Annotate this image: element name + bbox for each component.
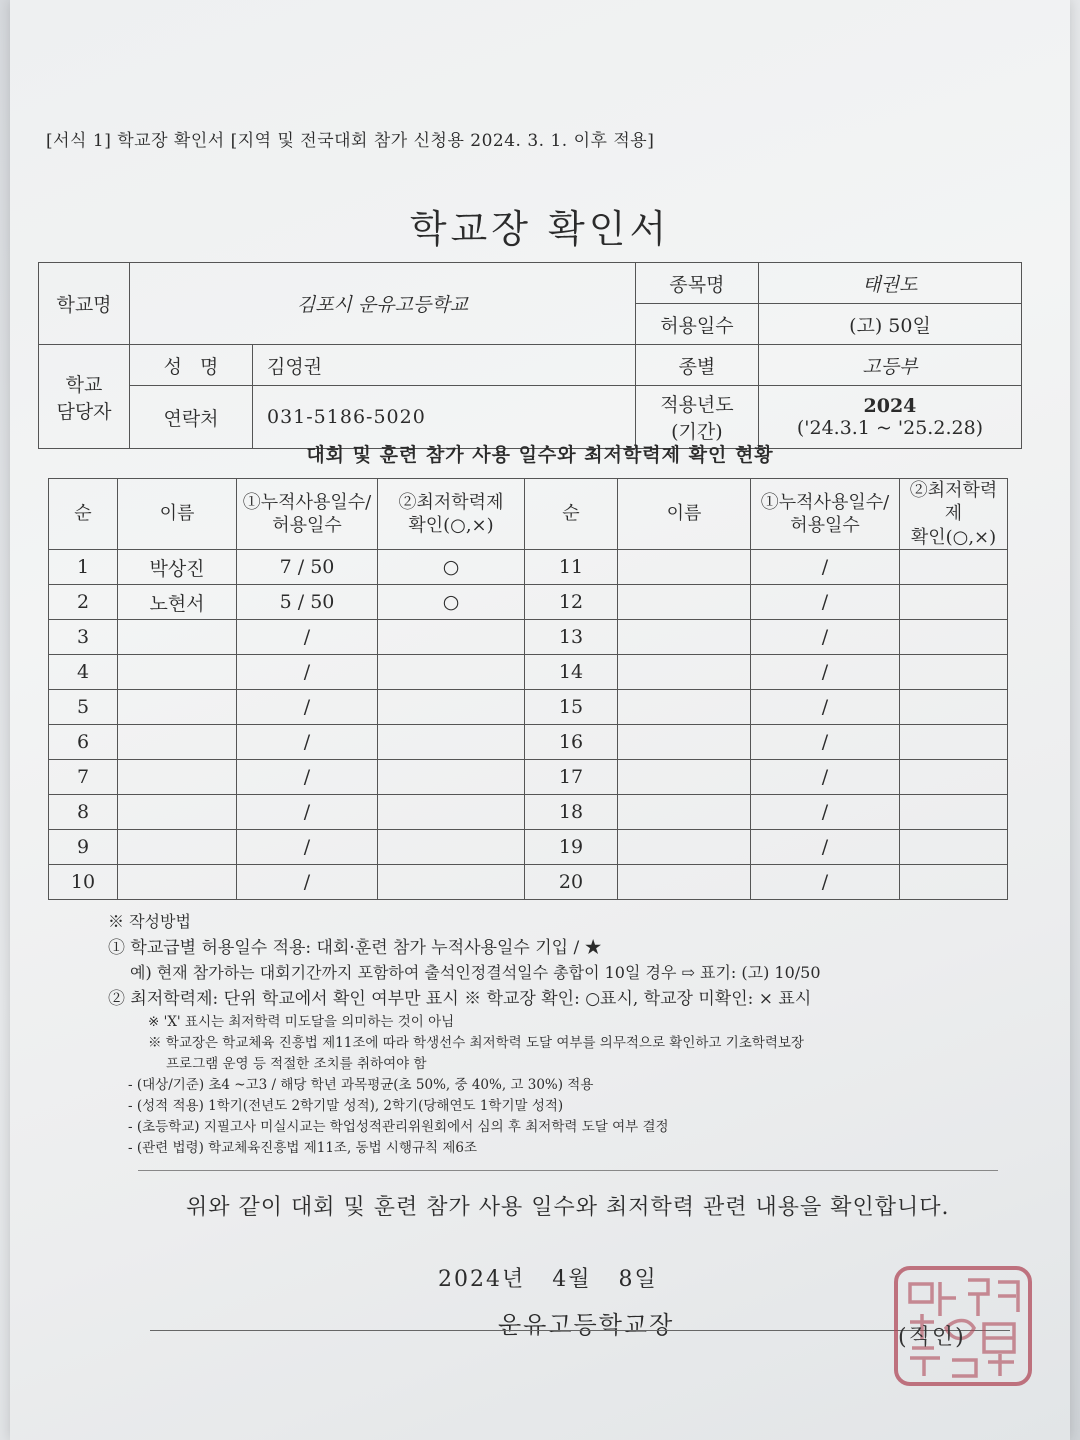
table-row xyxy=(49,865,1008,900)
min-check-cell xyxy=(900,830,1008,865)
year-value-line1: 2024 xyxy=(863,395,917,417)
table-row xyxy=(49,795,1008,830)
days-cell: / xyxy=(237,865,378,900)
student-name xyxy=(118,865,237,900)
school-info-table xyxy=(38,262,1022,449)
student-name xyxy=(618,830,751,865)
student-name: 박상진 xyxy=(118,550,237,585)
days-cell: / xyxy=(237,760,378,795)
row-number: 17 xyxy=(525,760,618,795)
days-cell: / xyxy=(751,690,900,725)
header-days-left xyxy=(237,479,378,550)
min-check-cell xyxy=(378,830,525,865)
min-check-cell xyxy=(900,655,1008,690)
days-cell: 7 / 50 xyxy=(237,550,378,585)
row-number: 16 xyxy=(525,725,618,760)
row-number: 20 xyxy=(525,865,618,900)
instructions-heading: ※ 작성방법 xyxy=(108,912,191,931)
contact-value: 031-5186-5020 xyxy=(253,386,636,449)
row-number: 15 xyxy=(525,690,618,725)
days-cell: / xyxy=(751,865,900,900)
row-number: 12 xyxy=(525,585,618,620)
table-row xyxy=(49,760,1008,795)
days-cell: / xyxy=(237,725,378,760)
header-min-left-2: 확인(○,×) xyxy=(408,515,494,537)
student-name xyxy=(618,795,751,830)
header-days-left-1: ①누적사용일수/ xyxy=(242,491,372,513)
days-cell: / xyxy=(751,655,900,690)
table-row xyxy=(49,655,1008,690)
min-check-cell xyxy=(378,655,525,690)
manager-label-line1: 학교 xyxy=(65,373,103,396)
seal-label: (직인) xyxy=(898,1325,966,1350)
header-min-right xyxy=(900,479,1008,550)
days-cell: / xyxy=(751,795,900,830)
min-check-cell xyxy=(900,690,1008,725)
min-check-cell xyxy=(900,585,1008,620)
row-number: 7 xyxy=(49,760,118,795)
section-title: 대회 및 훈련 참가 사용 일수와 최저학력제 확인 현황 xyxy=(306,444,774,466)
table-row xyxy=(49,830,1008,865)
roster-header-row xyxy=(49,479,1008,550)
table-row xyxy=(49,550,1008,585)
year-label-line1: 적용년도 xyxy=(660,394,734,416)
min-check-cell xyxy=(900,760,1008,795)
min-check-cell xyxy=(378,795,525,830)
name-value: 김영권 xyxy=(253,345,636,386)
row-number: 8 xyxy=(49,795,118,830)
instruction-note-principal-2: 프로그램 운영 등 적절한 조치를 취하여야 함 xyxy=(166,1056,427,1073)
principal-name: 운유고등학교장 xyxy=(498,1311,675,1339)
allowed-days-value: (고) 50일 xyxy=(758,304,1021,345)
header-days-left-2: 허용일수 xyxy=(272,515,342,537)
sport-label: 종목명 xyxy=(635,263,758,304)
signature-line xyxy=(150,1330,1010,1331)
row-number: 4 xyxy=(49,655,118,690)
header-days-right xyxy=(751,479,900,550)
instructions xyxy=(108,910,1028,1159)
student-name xyxy=(118,795,237,830)
min-check-cell xyxy=(378,690,525,725)
header-min-right-2: 확인(○,×) xyxy=(910,526,997,548)
page-title: 학교장 확인서 xyxy=(409,207,671,251)
min-check-cell xyxy=(378,865,525,900)
roster-body xyxy=(49,550,1008,900)
instruction-grades: - (성적 적용) 1학기(전년도 2학기말 성적), 2학기(당해연도 1학기말 성적) xyxy=(128,1097,564,1114)
row-number: 6 xyxy=(49,725,118,760)
student-name xyxy=(618,865,751,900)
table-row xyxy=(49,725,1008,760)
header-name-right: 이름 xyxy=(618,479,751,550)
student-name xyxy=(618,550,751,585)
table-row xyxy=(49,620,1008,655)
student-name xyxy=(618,655,751,690)
row-number: 18 xyxy=(525,795,618,830)
min-check-cell xyxy=(900,725,1008,760)
row-number: 11 xyxy=(525,550,618,585)
header-name-left: 이름 xyxy=(118,479,237,550)
form-header: [서식 1] 학교장 확인서 [지역 및 전국대회 참가 신청용 2024. 3. 1. 이후 적용] xyxy=(46,131,655,151)
row-number: 13 xyxy=(525,620,618,655)
days-cell: 5 / 50 xyxy=(237,585,378,620)
sport-value: 태권도 xyxy=(758,263,1021,304)
student-name xyxy=(118,760,237,795)
header-no-right: 순 xyxy=(525,479,618,550)
table-row xyxy=(49,690,1008,725)
student-name xyxy=(618,585,751,620)
header-min-right-1: ②최저학력제 xyxy=(909,480,998,525)
student-name xyxy=(118,690,237,725)
divider xyxy=(138,1170,998,1171)
header-no-left: 순 xyxy=(49,479,118,550)
days-cell: / xyxy=(237,620,378,655)
document-paper xyxy=(10,0,1070,1440)
days-cell: / xyxy=(751,585,900,620)
student-name xyxy=(118,620,237,655)
table-row xyxy=(49,585,1008,620)
min-check-cell xyxy=(900,865,1008,900)
header-min-left-1: ②최저학력제 xyxy=(398,491,504,513)
min-check-cell xyxy=(378,760,525,795)
student-name: 노현서 xyxy=(118,585,237,620)
student-name xyxy=(618,690,751,725)
allowed-days-label: 허용일수 xyxy=(635,304,758,345)
division-value: 고등부 xyxy=(758,345,1021,386)
row-number: 9 xyxy=(49,830,118,865)
min-check-cell xyxy=(900,550,1008,585)
confirmation-text: 위와 같이 대회 및 훈련 참가 사용 일수와 최저학력 관련 내용을 확인합니다. xyxy=(186,1195,950,1220)
min-check-cell xyxy=(378,620,525,655)
instruction-1: ① 학교급별 허용일수 적용: 대회·훈련 참가 누적사용일수 기입 / ★ xyxy=(108,937,602,958)
min-check-cell: ○ xyxy=(378,585,525,620)
instruction-2: ② 최저학력제: 단위 학교에서 확인 여부만 표시 ※ 학교장 확인: ○표시, 학교장 미확인: × 표시 xyxy=(108,988,812,1009)
header-min-left xyxy=(378,479,525,550)
instruction-target: - (대상/기준) 초4 ~고3 / 해당 학년 과목평균(초 50%, 중 40%, 고 30%) 적용 xyxy=(128,1077,594,1094)
days-cell: / xyxy=(751,760,900,795)
school-label: 학교명 xyxy=(39,263,130,345)
row-number: 19 xyxy=(525,830,618,865)
row-number: 14 xyxy=(525,655,618,690)
instruction-note-principal: ※ 학교장은 학교체육 진흥법 제11조에 따라 학생선수 최저학력 도달 여부를 의무적으로 확인하고 기초학력보장 xyxy=(148,1035,804,1052)
student-name xyxy=(118,830,237,865)
days-cell: / xyxy=(751,725,900,760)
student-name xyxy=(618,760,751,795)
row-number: 3 xyxy=(49,620,118,655)
student-name xyxy=(118,725,237,760)
roster-table xyxy=(48,478,1008,900)
instruction-law: - (관련 법령) 학교체육진흥법 제11조, 동법 시행규칙 제6조 xyxy=(128,1139,478,1156)
days-cell: / xyxy=(237,690,378,725)
manager-label xyxy=(39,345,130,449)
year-value-line2: ('24.3.1 ~ '25.2.28) xyxy=(796,417,984,439)
min-check-cell: ○ xyxy=(378,550,525,585)
student-name xyxy=(618,725,751,760)
student-name xyxy=(118,655,237,690)
year-label-line2: (기간) xyxy=(671,421,723,443)
instruction-1-example: 예) 현재 참가하는 대회기간까지 포함하여 출석인정결석일수 총합이 10일 경우 ⇨ 표기: (고) 10/50 xyxy=(130,963,821,983)
row-number: 2 xyxy=(49,585,118,620)
days-cell: / xyxy=(237,830,378,865)
row-number: 5 xyxy=(49,690,118,725)
instruction-note-x: ※ 'X' 표시는 최저학력 미도달을 의미하는 것이 아님 xyxy=(148,1014,455,1031)
contact-label: 연락처 xyxy=(130,386,253,449)
min-check-cell xyxy=(900,795,1008,830)
issue-date: 2024년 4월 8일 xyxy=(438,1267,658,1292)
min-check-cell xyxy=(378,725,525,760)
row-number: 1 xyxy=(49,550,118,585)
days-cell: / xyxy=(751,830,900,865)
days-cell: / xyxy=(751,620,900,655)
instruction-elementary: - (초등학교) 지필고사 미실시교는 학업성적관리위원회에서 심의 후 최저학력 도달 여부 결정 xyxy=(128,1118,669,1135)
row-number: 10 xyxy=(49,865,118,900)
header-days-right-2: 허용일수 xyxy=(790,515,860,537)
division-label: 종별 xyxy=(635,345,758,386)
header-days-right-1: ①누적사용일수/ xyxy=(760,491,890,513)
days-cell: / xyxy=(237,655,378,690)
min-check-cell xyxy=(900,620,1008,655)
name-label: 성 명 xyxy=(130,345,253,386)
student-name xyxy=(618,620,751,655)
manager-label-line2: 담당자 xyxy=(56,400,112,423)
days-cell: / xyxy=(751,550,900,585)
school-value: 김포시 운유고등학교 xyxy=(130,263,636,345)
days-cell: / xyxy=(237,795,378,830)
